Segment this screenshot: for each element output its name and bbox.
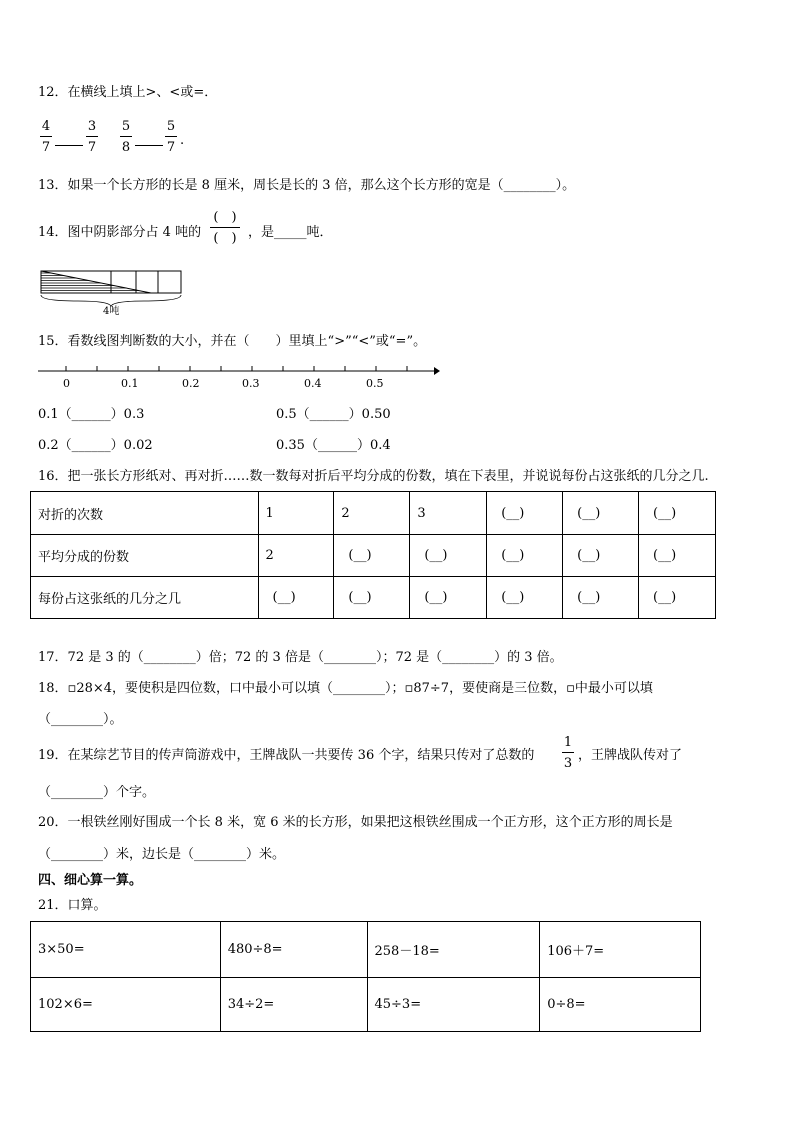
table-cell-blank[interactable]: (__): [563, 535, 639, 577]
q14-text-post: ，是_____吨．: [248, 225, 333, 240]
table-row: [31, 492, 716, 535]
table-cell-blank[interactable]: (__): [639, 577, 716, 619]
q21-text: 21．口算。: [38, 898, 107, 913]
table-cell-blank[interactable]: (__): [563, 577, 639, 619]
q15-tick-label-0-5: 0.5: [366, 377, 384, 390]
table-cell-blank[interactable]: (__): [487, 535, 563, 577]
q19-line-2: （________）个字。: [38, 785, 156, 800]
q12-answer-line-1[interactable]: [55, 145, 83, 146]
q14-figure-label: 4吨: [103, 306, 120, 317]
q18-line-1: 18．▫28×4，要使积是四位数，口中最小可以填（________）；▫87÷7，要使商是三位数，▫中最小可以填: [38, 681, 653, 696]
table-cell-blank[interactable]: (__): [334, 535, 410, 577]
table-cell: 平均分成的份数: [31, 535, 259, 577]
q19-text-pre: 19．在某综艺节目的传声筒游戏中，王牌战队一共要传 36 个字，结果只传对了总数的: [38, 748, 535, 763]
table-row: [31, 922, 701, 978]
q14-fraction-blank[interactable]: ( ) ( ): [210, 211, 240, 245]
q15-item-1[interactable]: 0.1（______）0.3: [38, 407, 145, 422]
q15-tick-label-0-4: 0.4: [304, 377, 322, 390]
q12-answer-line-2[interactable]: [135, 145, 163, 146]
q16-fold-table: [30, 491, 716, 619]
q15-tick-label-0-3: 0.3: [242, 377, 260, 390]
table-cell: 1: [258, 492, 334, 535]
table-cell-blank[interactable]: (__): [410, 535, 487, 577]
q15-item-4[interactable]: 0.35（______）0.4: [276, 438, 391, 453]
q19-fraction: 1 3: [563, 735, 573, 771]
q15-tick-label-0-1: 0.1: [121, 377, 139, 390]
q16-text: 16．把一张长方形纸对、再对折……数一数每对折后平均分成的份数，填在下表里，并说说每份占这张纸的几分之几.: [38, 469, 709, 484]
table-cell-blank[interactable]: (__): [487, 492, 563, 535]
table-cell-blank[interactable]: (__): [563, 492, 639, 535]
q12-fraction-2: 3 7: [87, 119, 97, 155]
q15-tick-label-0-2: 0.2: [182, 377, 200, 390]
table-cell-blank[interactable]: (__): [639, 535, 716, 577]
table-cell-blank[interactable]: (__): [639, 492, 716, 535]
table-cell[interactable]: 45÷3=: [367, 978, 540, 1032]
q15-tick-label-0: 0: [63, 377, 70, 390]
q12-text: 12．在横线上填上>、<或=．: [38, 85, 218, 100]
table-cell[interactable]: 34÷2=: [220, 978, 367, 1032]
q12-period: .: [180, 133, 185, 148]
q12-fraction-1: 4 7: [41, 119, 51, 155]
q21-mental-math-table: [30, 921, 701, 1032]
table-row: [31, 577, 716, 619]
table-cell[interactable]: 258－18=: [367, 922, 540, 978]
table-cell[interactable]: 0÷8=: [540, 978, 701, 1032]
q15-number-line: [36, 362, 441, 376]
q15-item-3[interactable]: 0.2（______）0.02: [38, 438, 153, 453]
q18-line-2: （________）。: [38, 712, 123, 727]
q14-text-pre: 14．图中阴影部分占 4 吨的: [38, 225, 202, 240]
table-cell: 对折的次数: [31, 492, 259, 535]
table-cell-blank[interactable]: (__): [258, 577, 334, 619]
table-cell[interactable]: 106＋7=: [540, 922, 701, 978]
table-cell: 2: [334, 492, 410, 535]
table-cell-blank[interactable]: (__): [334, 577, 410, 619]
section-4-title: 四、细心算一算。: [38, 873, 143, 888]
table-cell[interactable]: 102×6=: [31, 978, 221, 1032]
table-cell: 3: [410, 492, 487, 535]
table-cell: 每份占这张纸的几分之几: [31, 577, 259, 619]
q19-text-post: ，王牌战队传对了: [578, 748, 683, 763]
q17-text: 17．72 是 3 的（________）倍；72 的 3 倍是（________）；72 是（________）的 3 倍。: [38, 650, 563, 665]
q12-fraction-3: 5 8: [121, 119, 131, 155]
q13-text: 13．如果一个长方形的长是 8 厘米，周长是长的 3 倍，那么这个长方形的宽是（________）。: [38, 178, 576, 193]
table-row: [31, 978, 701, 1032]
table-cell[interactable]: 3×50=: [31, 922, 221, 978]
table-cell[interactable]: 480÷8=: [220, 922, 367, 978]
q20-line-1: 20．一根铁丝刚好围成一个长 8 米，宽 6 米的长方形，如果把这根铁丝围成一个正方形，这个正方形的周长是: [38, 815, 673, 830]
table-cell-blank[interactable]: (__): [410, 577, 487, 619]
table-cell-blank[interactable]: (__): [487, 577, 563, 619]
q15-item-2[interactable]: 0.5（______）0.50: [276, 407, 391, 422]
table-row: [31, 535, 716, 577]
q20-line-2: （________）米，边长是（________）米。: [38, 847, 286, 862]
q12-fraction-4: 5 7: [166, 119, 176, 155]
table-cell: 2: [258, 535, 334, 577]
q15-text: 15．看数线图判断数的大小，并在（ ）里填上“>”“<”或“=”。: [38, 334, 427, 349]
